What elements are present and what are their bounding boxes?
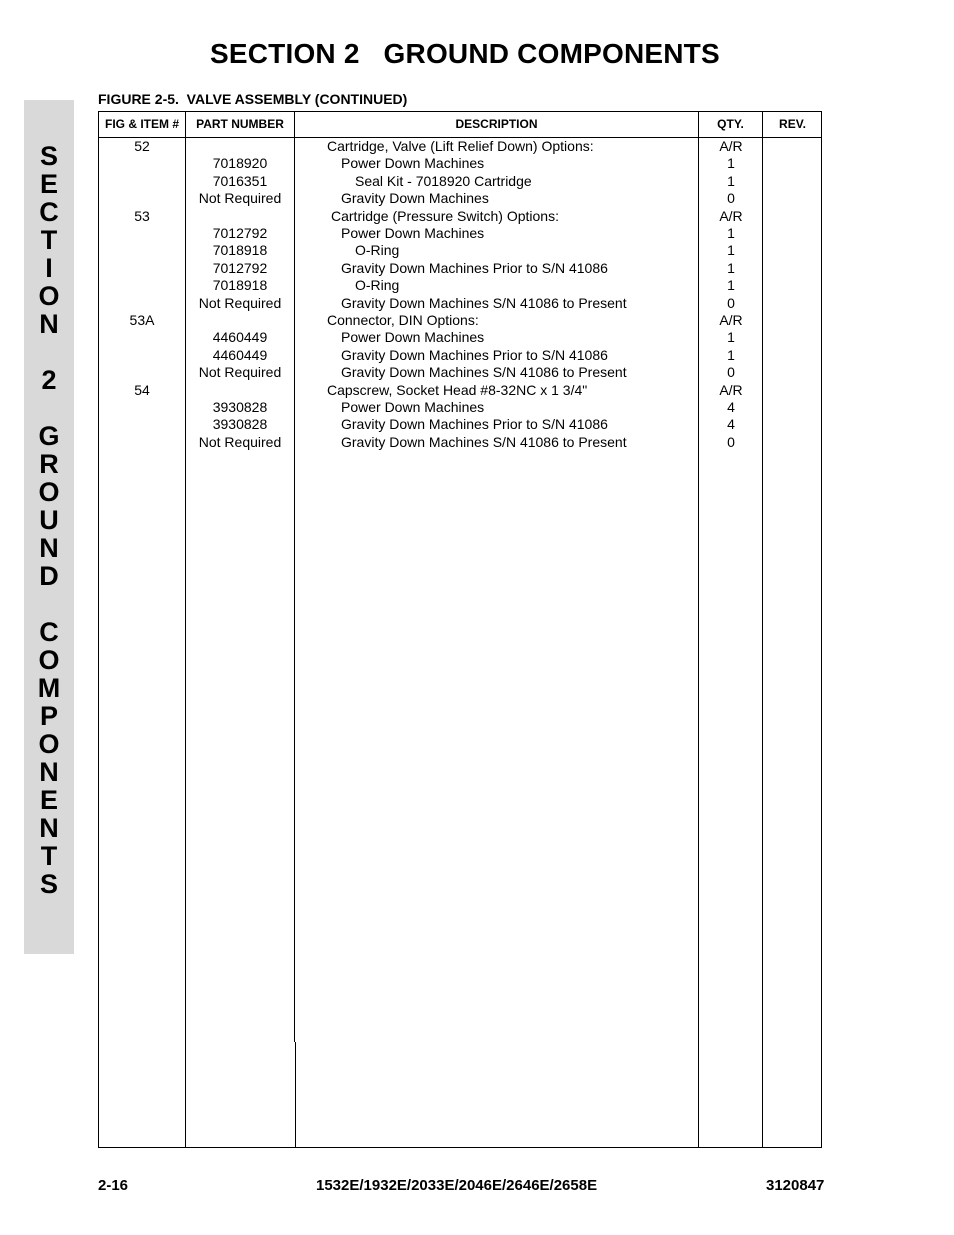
description: Gravity Down Machines S/N 41086 to Present [341, 364, 627, 381]
description: Power Down Machines [341, 399, 485, 415]
table-row [99, 382, 821, 399]
quantity: 1 [727, 346, 735, 363]
part-number: 3930828 [212, 416, 268, 433]
figure-title: FIGURE 2-5. VALVE ASSEMBLY (CONTINUED) [98, 91, 408, 107]
quantity: 1 [727, 259, 735, 276]
side-tab-letter: M [37, 673, 61, 703]
table-row [99, 225, 821, 242]
column-divider [295, 1042, 296, 1147]
description: Gravity Down Machines S/N 41086 to Present [341, 433, 627, 450]
part-number: 7018918 [212, 242, 268, 259]
description: Gravity Down Machines S/N 41086 to Present [341, 294, 627, 311]
item-number: 53 [134, 207, 150, 224]
description: Gravity Down Machines [341, 190, 489, 207]
part-number: 7018918 [212, 277, 268, 294]
side-tab-letter: G [38, 421, 60, 451]
description: Power Down Machines [341, 329, 485, 346]
part-number: 7012792 [212, 225, 268, 241]
table-row [99, 242, 821, 259]
column-header-description: DESCRIPTION [455, 117, 538, 131]
description: Connector, DIN Options: [327, 312, 479, 328]
table-row [99, 260, 821, 277]
description: Power Down Machines [341, 155, 485, 172]
quantity: 0 [727, 433, 735, 450]
part-number: 4460449 [212, 329, 268, 346]
quantity: 4 [727, 416, 735, 433]
side-tab-letter: O [38, 729, 60, 759]
table-row [99, 416, 821, 433]
side-tab-letter: U [39, 505, 59, 535]
table-row [99, 312, 821, 329]
quantity: 0 [727, 294, 735, 311]
description: Cartridge, Valve (Lift Relief Down) Options: [327, 138, 594, 154]
side-tab-letter: C [39, 197, 59, 227]
side-tab-letter: T [40, 225, 58, 255]
side-tab-letter: I [45, 253, 53, 283]
column-header-item: FIG & ITEM # [104, 117, 179, 131]
section-title: SECTION 2 GROUND COMPONENTS [210, 38, 720, 69]
parts-table [98, 111, 822, 1148]
part-number: 7012792 [212, 259, 268, 276]
quantity: A/R [719, 381, 743, 398]
part-number: Not Required [198, 294, 282, 311]
quantity: 1 [727, 172, 735, 189]
part-number: 7016351 [212, 172, 268, 189]
side-tab-letter: 2 [41, 365, 57, 395]
side-tab-letter: S [39, 869, 58, 899]
table-row [99, 173, 821, 190]
description: Cartridge (Pressure Switch) Options: [331, 207, 559, 224]
quantity: A/R [719, 138, 743, 154]
description: O-Ring [355, 277, 400, 294]
description: Capscrew, Socket Head #8-32NC x 1 3/4" [327, 381, 588, 398]
model-list: 1532E/1932E/2033E/2046E/2646E/2658E [316, 1177, 598, 1194]
quantity: A/R [719, 207, 743, 224]
table-row [99, 329, 821, 346]
table-row [99, 155, 821, 172]
side-tab-letter: D [39, 561, 59, 591]
quantity: 0 [727, 364, 735, 381]
side-tab-letter: P [39, 701, 58, 731]
side-tab-letter: S [39, 141, 58, 171]
item-number: 53A [129, 312, 155, 328]
quantity: 1 [727, 329, 735, 346]
description: Power Down Machines [341, 225, 485, 241]
item-number: 54 [134, 381, 150, 398]
part-number: Not Required [198, 190, 282, 207]
quantity: 1 [727, 155, 735, 172]
page-number: 2-16 [98, 1177, 129, 1194]
table-row [99, 399, 821, 416]
table-row [99, 347, 821, 364]
quantity: A/R [719, 312, 743, 328]
description: Seal Kit - 7018920 Cartridge [355, 172, 532, 189]
table-row [99, 434, 821, 451]
side-tab-letter: N [39, 309, 59, 339]
column-header-rev: REV. [779, 117, 806, 131]
description: O-Ring [355, 242, 400, 259]
quantity: 0 [727, 190, 735, 207]
table-row [99, 295, 821, 312]
quantity: 1 [727, 242, 735, 259]
side-tab-letter: E [39, 785, 58, 815]
quantity: 1 [727, 277, 735, 294]
side-tab-letter: O [38, 281, 60, 311]
table-row [99, 138, 821, 155]
side-tab-letter: N [39, 757, 59, 787]
table-row [99, 277, 821, 294]
side-tab-letter: E [39, 169, 58, 199]
side-tab-letter: O [38, 477, 60, 507]
table-row [99, 190, 821, 207]
part-number: Not Required [198, 364, 282, 381]
description: Gravity Down Machines Prior to S/N 41086 [341, 346, 608, 363]
side-tab-letter: T [40, 841, 58, 871]
column-header-qty: QTY. [717, 117, 744, 131]
column-header-part-number: PART NUMBER [196, 117, 284, 131]
part-number: 4460449 [212, 346, 268, 363]
side-tab-letter: N [39, 813, 59, 843]
quantity: 4 [727, 399, 735, 415]
item-number: 52 [134, 138, 150, 154]
side-tab-letter: N [39, 533, 59, 563]
description: Gravity Down Machines Prior to S/N 41086 [341, 259, 608, 276]
description: Gravity Down Machines Prior to S/N 41086 [341, 416, 608, 433]
side-tab-letter: O [38, 645, 60, 675]
part-number: 7018920 [212, 155, 268, 172]
section-side-tab [24, 100, 74, 954]
document-number: 3120847 [766, 1177, 825, 1194]
part-number: Not Required [198, 433, 282, 450]
quantity: 1 [727, 225, 735, 241]
table-row [99, 208, 821, 225]
table-row [99, 364, 821, 381]
side-tab-letter: R [39, 449, 59, 479]
side-tab-letter: C [39, 617, 59, 647]
part-number: 3930828 [212, 399, 268, 415]
